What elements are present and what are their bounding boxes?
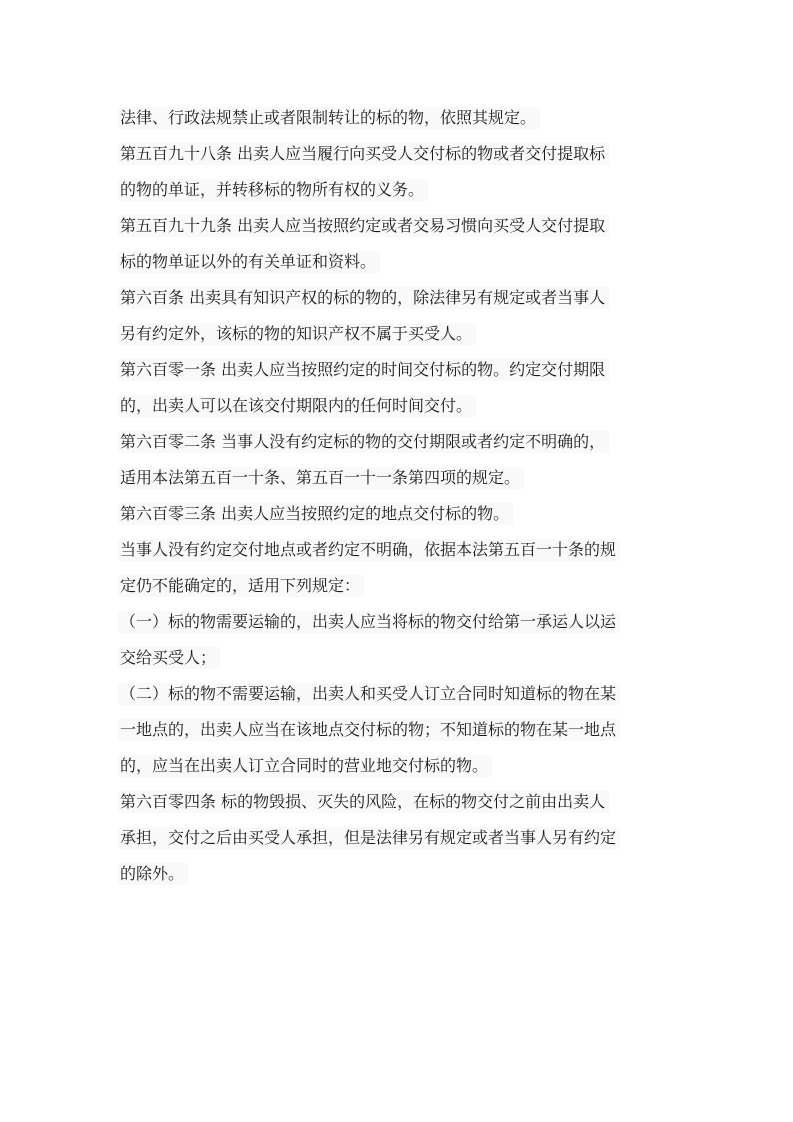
text-line xyxy=(118,568,683,604)
text-line xyxy=(118,856,683,892)
text-line xyxy=(118,496,683,532)
text-line xyxy=(118,136,683,172)
text-line-content: 交给买受人； xyxy=(118,647,220,669)
text-line xyxy=(118,712,683,748)
text-line-content: 当事人没有约定交付地点或者约定不明确，依据本法第五百一十条的规 xyxy=(118,539,620,561)
text-line-content: 法律、行政法规禁止或者限制转让的标的物，依照其规定。 xyxy=(118,107,540,129)
text-line-content: 第六百零三条 出卖人应当按照约定的地点交付标的物。 xyxy=(118,503,513,525)
text-line-content: 第六百零一条 出卖人应当按照约定的时间交付标的物。约定交付期限 xyxy=(118,359,609,381)
text-line-content: 的物的单证，并转移标的物所有权的义务。 xyxy=(118,179,428,201)
text-line xyxy=(118,748,683,784)
text-line-content: 的，应当在出卖人订立合同时的营业地交付标的物。 xyxy=(118,755,492,777)
text-line-content: 标的物单证以外的有关单证和资料。 xyxy=(118,251,380,273)
text-line xyxy=(118,316,683,352)
text-line-content: 一地点的，出卖人应当在该地点交付标的物；不知道标的物在某一地点 xyxy=(118,719,620,741)
text-line xyxy=(118,388,683,424)
text-line xyxy=(118,676,683,712)
text-line-content: （一）标的物需要运输的，出卖人应当将标的物交付给第一承运人以运 xyxy=(118,611,620,633)
text-line-content: 第六百零四条 标的物毁损、灭失的风险，在标的物交付之前由出卖人 xyxy=(118,791,609,813)
text-line xyxy=(118,172,683,208)
text-line-content: 适用本法第五百一十条、第五百一十一条第四项的规定。 xyxy=(118,467,524,489)
document-body xyxy=(118,100,683,892)
text-line-content: 第五百九十九条 出卖人应当按照约定或者交易习惯向买受人交付提取 xyxy=(118,215,609,237)
text-line-content: 承担，交付之后由买受人承担，但是法律另有规定或者当事人另有约定 xyxy=(118,827,620,849)
text-line-content: 的除外。 xyxy=(118,863,188,885)
text-line-content: 定仍不能确定的，适用下列规定： xyxy=(118,575,364,597)
text-line xyxy=(118,784,683,820)
text-line xyxy=(118,352,683,388)
text-line-content: 第六百零二条 当事人没有约定标的物的交付期限或者约定不明确的， xyxy=(118,431,609,453)
text-line xyxy=(118,604,683,640)
text-line xyxy=(118,244,683,280)
text-line-content: 的，出卖人可以在该交付期限内的任何时间交付。 xyxy=(118,395,476,417)
text-line-content: （二）标的物不需要运输，出卖人和买受人订立合同时知道标的物在某 xyxy=(118,683,620,705)
text-line xyxy=(118,208,683,244)
text-line xyxy=(118,532,683,568)
text-line-content: 另有约定外，该标的物的知识产权不属于买受人。 xyxy=(118,323,476,345)
text-line-content: 第六百条 出卖具有知识产权的标的物的，除法律另有规定或者当事人 xyxy=(118,287,609,309)
text-line-content: 第五百九十八条 出卖人应当履行向买受人交付标的物或者交付提取标 xyxy=(118,143,609,165)
text-line xyxy=(118,100,683,136)
text-line xyxy=(118,640,683,676)
text-line xyxy=(118,280,683,316)
text-line xyxy=(118,820,683,856)
text-line xyxy=(118,460,683,496)
text-line xyxy=(118,424,683,460)
